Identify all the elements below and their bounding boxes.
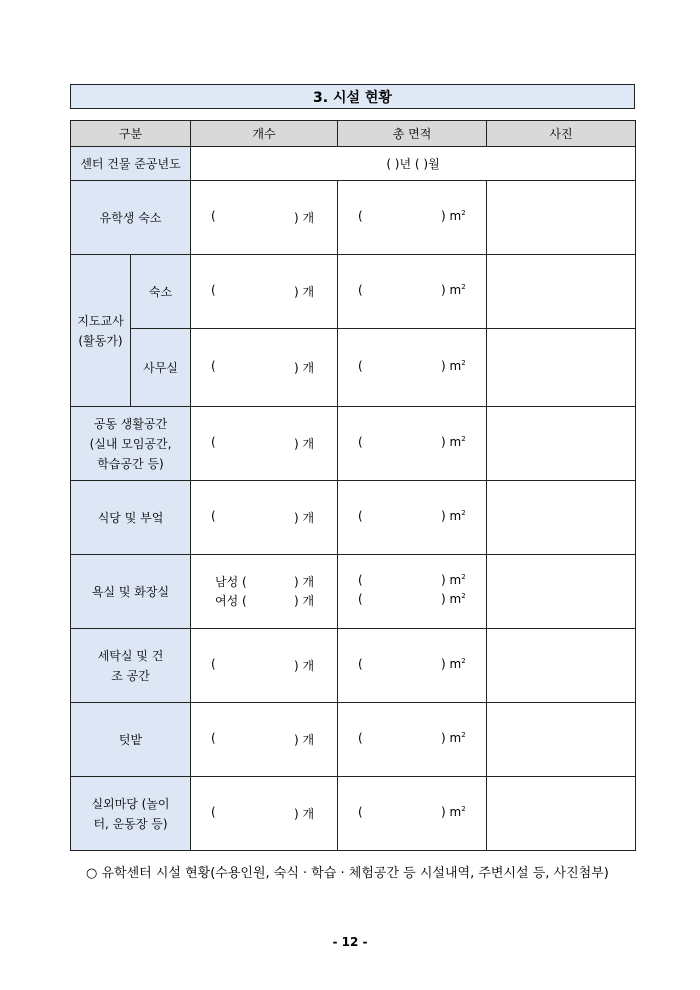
- outdoor-count[interactable]: ( ) 개: [191, 777, 338, 851]
- common-photo[interactable]: [487, 407, 636, 481]
- page-number: - 12 -: [332, 935, 368, 949]
- bath-count[interactable]: 남성 ( ) 개 여성 ( ) 개: [191, 555, 338, 629]
- common-count[interactable]: ( ) 개: [191, 407, 338, 481]
- dorm-label: 유학생 숙소: [71, 181, 191, 255]
- laundry-area[interactable]: ( ) $m^2$: [338, 629, 487, 703]
- common-area[interactable]: ( ) $m^2$: [338, 407, 487, 481]
- facility-note: ○ 유학센터 시설 현황(수용인원, 숙식 · 학습 · 체험공간 등 시설내역, 주변시설 등, 사진첨부): [86, 866, 609, 881]
- teacher-dorm-count[interactable]: ( ) 개: [191, 255, 338, 329]
- teacher-office-label: 사무실: [131, 329, 191, 407]
- garden-area[interactable]: ( ) $m^2$: [338, 703, 487, 777]
- bath-area[interactable]: ( ) $m^2$ ( ) $m^2$: [338, 555, 487, 629]
- outdoor-label: 실외마당 (놀이터, 운동장 등): [71, 777, 191, 851]
- dorm-photo[interactable]: [487, 181, 636, 255]
- teacher-office-photo[interactable]: [487, 329, 636, 407]
- facility-table: [70, 120, 636, 851]
- dorm-count[interactable]: ( ) 개: [191, 181, 338, 255]
- garden-row: [71, 703, 636, 777]
- header-category: 구분: [71, 121, 191, 147]
- center-year-value: ( )년 ( )월: [191, 147, 636, 181]
- kitchen-photo[interactable]: [487, 481, 636, 555]
- kitchen-count[interactable]: ( ) 개: [191, 481, 338, 555]
- teacher-office-row: [71, 329, 636, 407]
- laundry-photo[interactable]: [487, 629, 636, 703]
- common-label: 공동 생활공간 (실내 모임공간, 학습공간 등): [71, 407, 191, 481]
- teacher-dorm-row: [71, 255, 636, 329]
- outdoor-row: [71, 777, 636, 851]
- outdoor-photo[interactable]: [487, 777, 636, 851]
- kitchen-area[interactable]: ( ) $m^2$: [338, 481, 487, 555]
- common-row: [71, 407, 636, 481]
- teacher-dorm-label: 숙소: [131, 255, 191, 329]
- laundry-count[interactable]: ( ) 개: [191, 629, 338, 703]
- center-year-row: [71, 147, 636, 181]
- dorm-row: [71, 181, 636, 255]
- center-year-label: 센터 건물 준공년도: [71, 147, 191, 181]
- section-title-text: 3. 시설 현황: [313, 89, 392, 106]
- dorm-area[interactable]: ( ) $m^2$: [338, 181, 487, 255]
- header-area: 총 면적: [338, 121, 487, 147]
- bath-photo[interactable]: [487, 555, 636, 629]
- teacher-label: 지도교사 (활동가): [71, 255, 131, 407]
- laundry-label: 세탁실 및 건조 공간: [71, 629, 191, 703]
- bath-label: 욕실 및 화장실: [71, 555, 191, 629]
- kitchen-row: [71, 481, 636, 555]
- teacher-dorm-photo[interactable]: [487, 255, 636, 329]
- teacher-office-count[interactable]: ( ) 개: [191, 329, 338, 407]
- teacher-dorm-area[interactable]: ( ) $m^2$: [338, 255, 487, 329]
- outdoor-area[interactable]: ( ) $m^2$: [338, 777, 487, 851]
- header-count: 개수: [191, 121, 338, 147]
- header-row: [71, 121, 636, 147]
- garden-count[interactable]: ( ) 개: [191, 703, 338, 777]
- laundry-row: [71, 629, 636, 703]
- garden-label: 텃밭: [71, 703, 191, 777]
- header-photo: 사진: [487, 121, 636, 147]
- teacher-office-area[interactable]: ( ) $m^2$: [338, 329, 487, 407]
- section-title: [70, 84, 635, 109]
- bath-row: [71, 555, 636, 629]
- garden-photo[interactable]: [487, 703, 636, 777]
- kitchen-label: 식당 및 부엌: [71, 481, 191, 555]
